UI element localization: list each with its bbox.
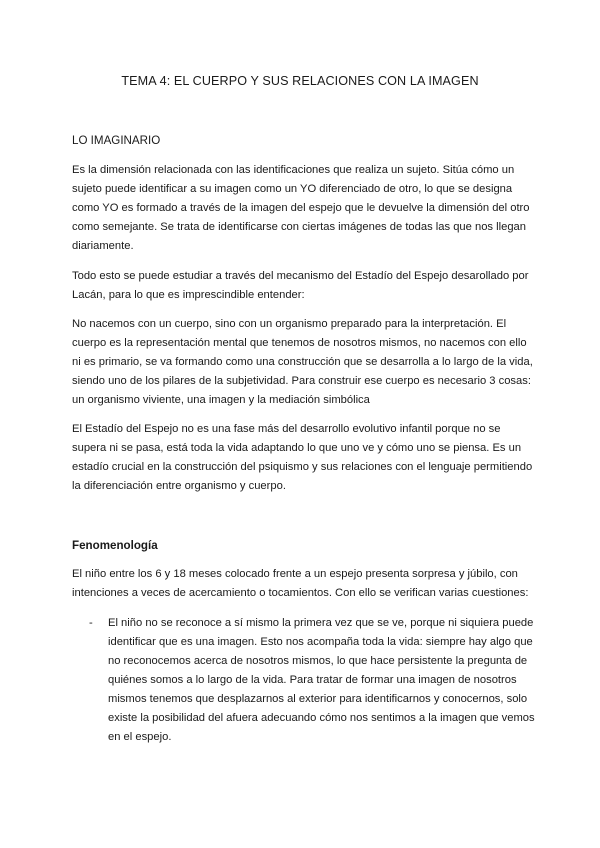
paragraph: Es la dimensión relacionada con las identificaciones que realiza un sujeto. Sitúa cómo un sujeto puede identificar a su imagen como un YO diferenciado de otro, lo que se designa como YO es formado a través de la imagen del espejo que le devuelve la dimensión del otro como semejante. Se trata de identificarse con ciertas imágenes de todas las que nos llegan diariamente. xyxy=(72,164,530,252)
paragraph: El Estadío del Espejo no es una fase más del desarrollo evolutivo infantil porque no se supera ni se pasa, está toda la vida adaptando lo que uno ve y cómo uno se piensa. Es un estadío crucial en la construcción del psiquismo y sus relaciones con el lenguaje permitiendo la diferenciación entre organismo y cuerpo. xyxy=(72,423,533,492)
paragraph: El niño entre los 6 y 18 meses colocado frente a un espejo presenta sorpresa y júbilo, con intenciones a veces de acercamiento o tocamientos. Con ello se verifican varias cuestiones: xyxy=(72,568,529,599)
document-title: TEMA 4: EL CUERPO Y SUS RELACIONES CON LA IMAGEN xyxy=(121,74,479,88)
bullet-list xyxy=(72,614,542,747)
section-heading-fenomenologia: Fenomenología xyxy=(72,539,158,552)
paragraph: No nacemos con un cuerpo, sino con un organismo preparado para la interpretación. El cuerpo es la representación mental que tenemos de nosotros mismos, no nacemos con ello ni es primario, se va formando como una construcción que se desarrolla a lo largo de la vida, siendo uno de los pilares de la subjetividad. Para construir ese cuerpo es necesario 3 cosas: un organismo viviente, una imagen y la mediación simbólica xyxy=(72,318,533,406)
section-heading-lo-imaginario: LO IMAGINARIO xyxy=(72,134,161,147)
paragraph: Todo esto se puede estudiar a través del mecanismo del Estadío del Espejo desarollado por Lacán, para lo que es imprescindible entender: xyxy=(72,270,529,301)
list-item-text: El niño no se reconoce a sí mismo la primera vez que se ve, porque ni siquiera puede identificar que es una imagen. Esto nos acompaña toda la vida: siempre hay algo que no reconocemos acerca de nosotros mismos, lo que hace persistente la pregunta de quiénes somos a lo largo de la vida. Para tratar de formar una imagen de nosotros mismos tenemos que desplazarnos al exterior para identificarnos y conocernos, solo existe la posibilidad del afuera adecuando cómo nos sentimos a la imagen que vemos en el espejo. xyxy=(108,617,535,743)
list-item xyxy=(72,614,542,747)
bullet-dash-icon: - xyxy=(89,617,93,629)
